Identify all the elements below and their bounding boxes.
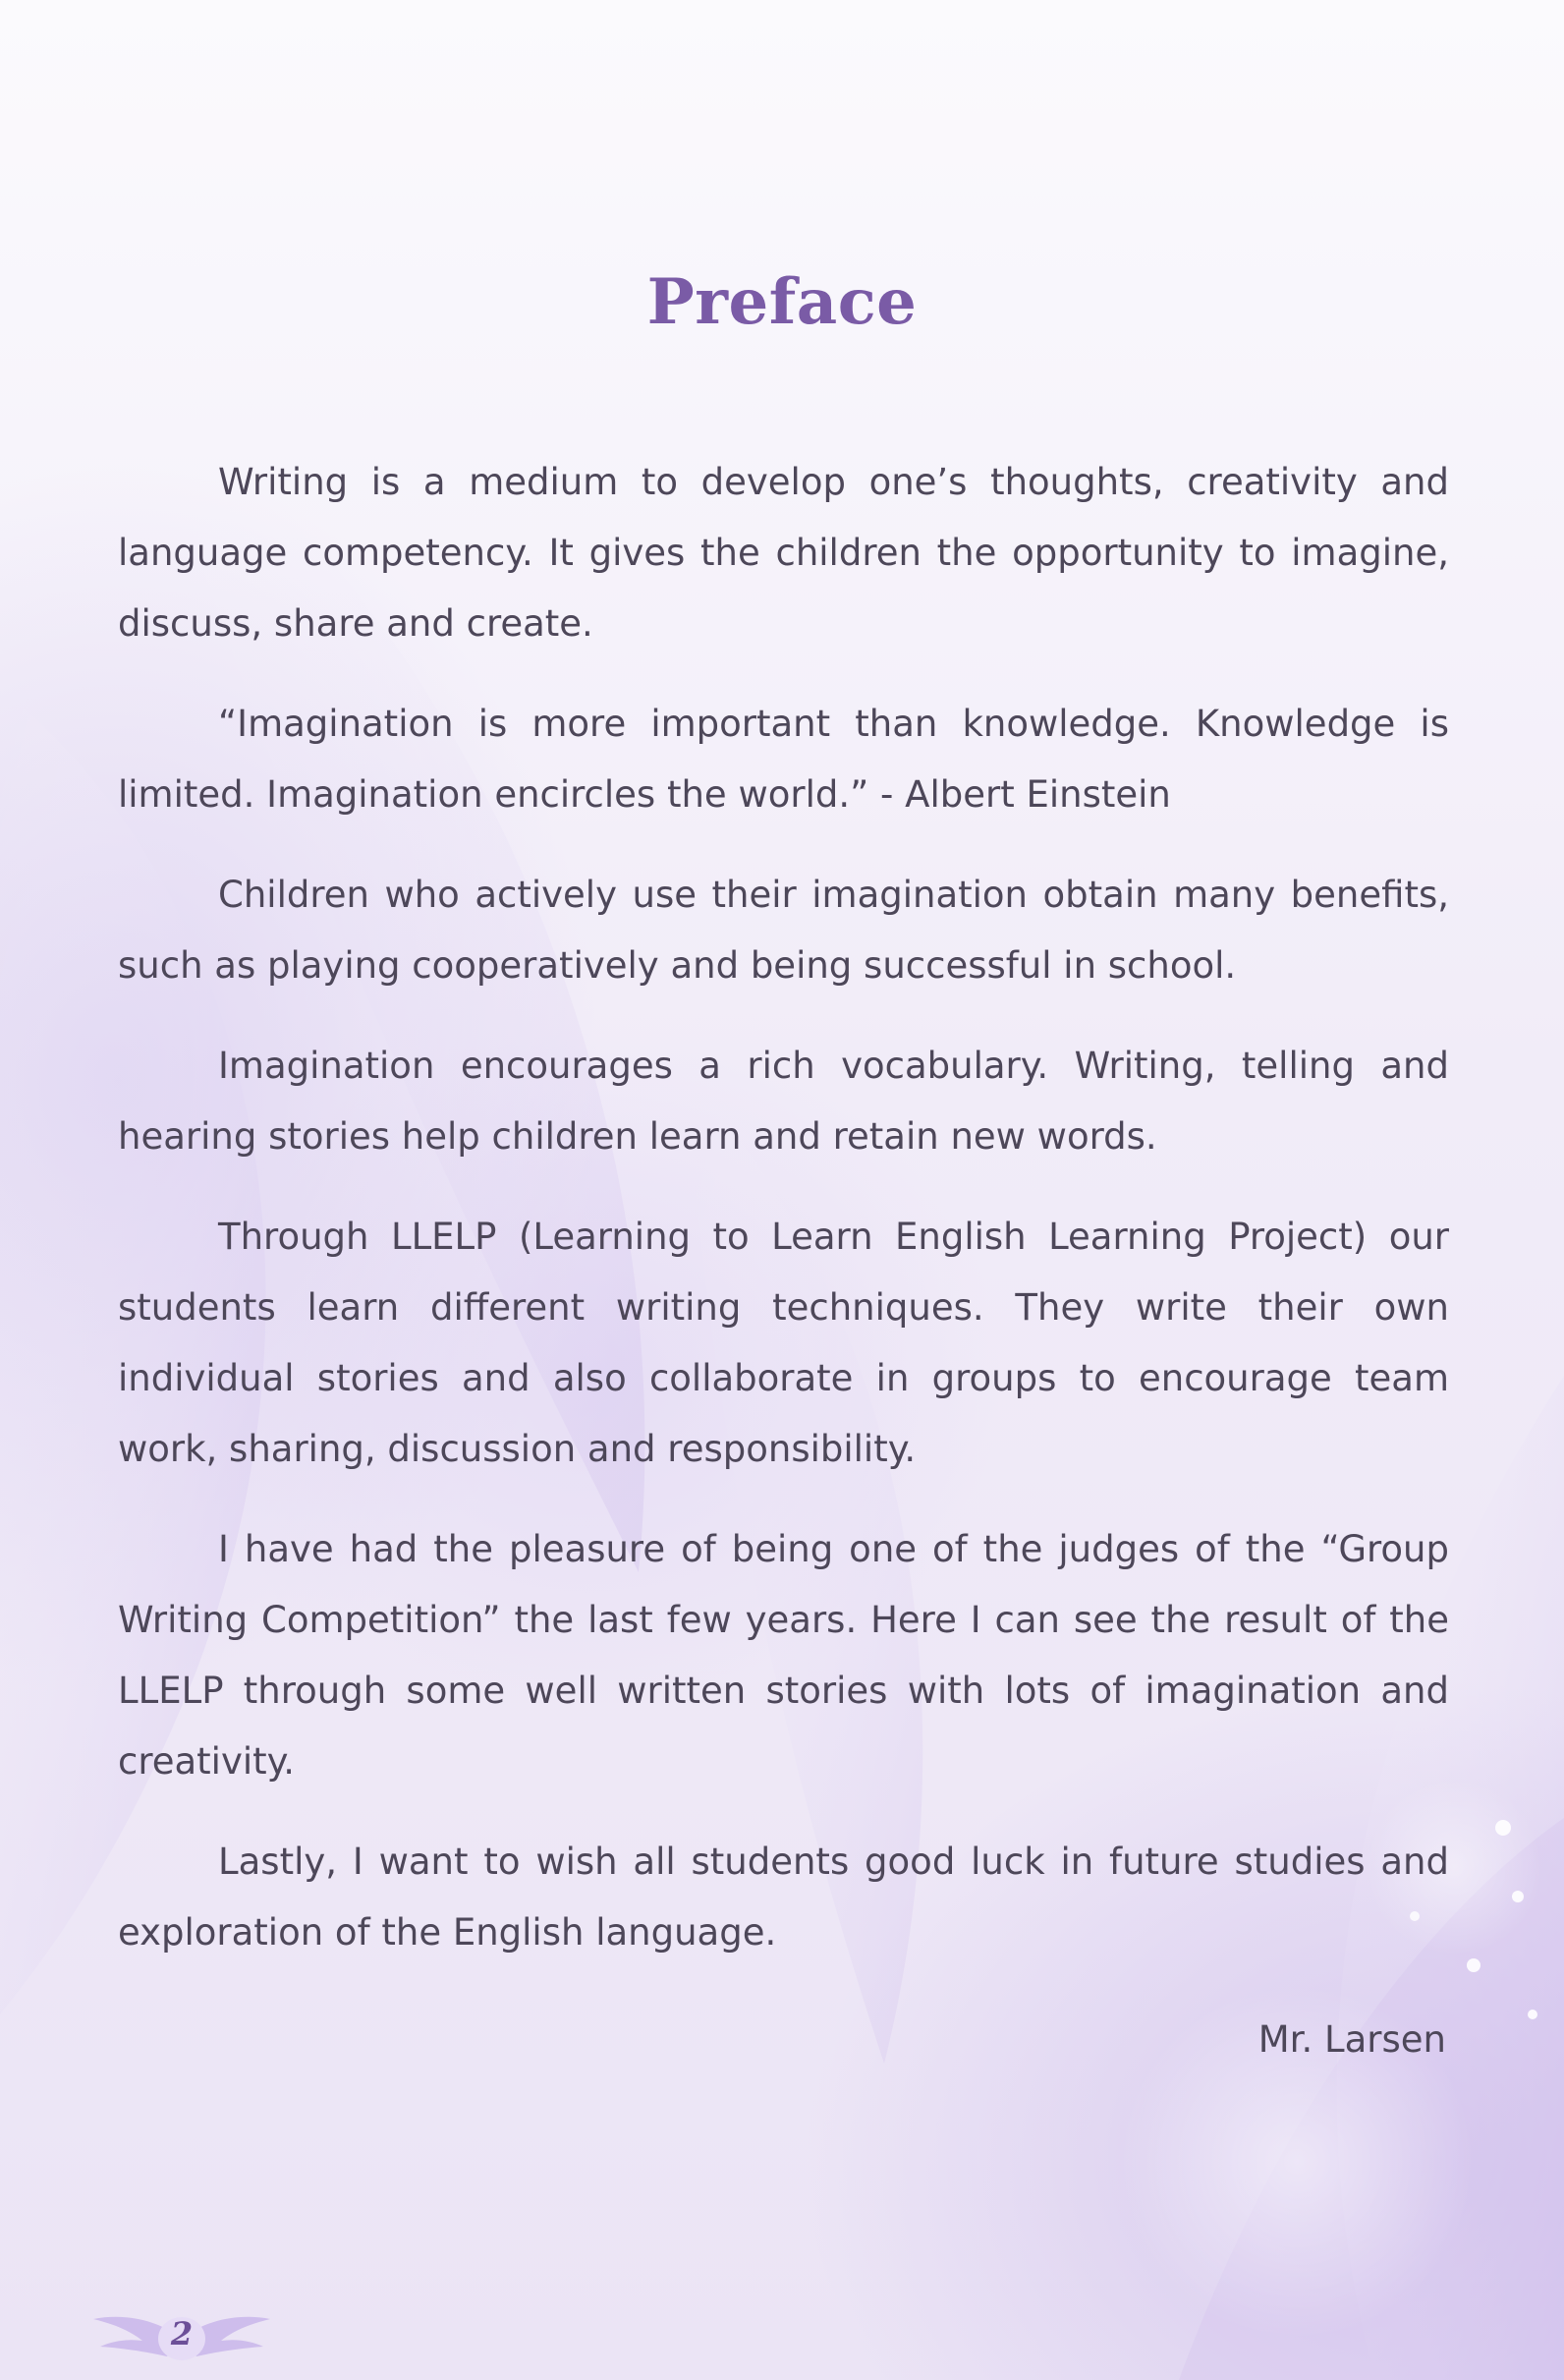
paragraph: Through LLELP (Learning to Learn English Learning Project) our students learn different writing techniques. They write their own individual stories and also collaborate in groups to encourage team work, sharing, discussion and responsibility. — [118, 1216, 1449, 1470]
paragraph: Imagination encourages a rich vocabulary. Writing, telling and hearing stories help children learn and retain new words. — [118, 1045, 1449, 1158]
paragraph: Writing is a medium to develop one’s thoughts, creativity and language competency. It gives the children the opportunity to imagine, discuss, share and create. — [118, 461, 1449, 645]
author-signature: Mr. Larsen — [1257, 2018, 1446, 2061]
preface-body — [118, 447, 1449, 1998]
paragraph: Children who actively use their imagination obtain many benefits, such as playing cooperatively and being successful in school. — [118, 874, 1449, 987]
page-number: 2 — [170, 2315, 194, 2352]
paragraph: “Imagination is more important than knowledge. Knowledge is limited. Imagination encircles the world.” - Albert Einstein — [118, 703, 1449, 816]
page-number-badge — [88, 2299, 275, 2368]
paragraph: I have had the pleasure of being one of the judges of the “Group Writing Competition” the last few years. Here I can see the result of the LLELP through some well written stories with lots of imagination and creativity. — [118, 1528, 1449, 1783]
paragraph: Lastly, I want to wish all students good luck in future studies and exploration of the English language. — [118, 1841, 1449, 1954]
page-title: Preface — [646, 265, 918, 339]
